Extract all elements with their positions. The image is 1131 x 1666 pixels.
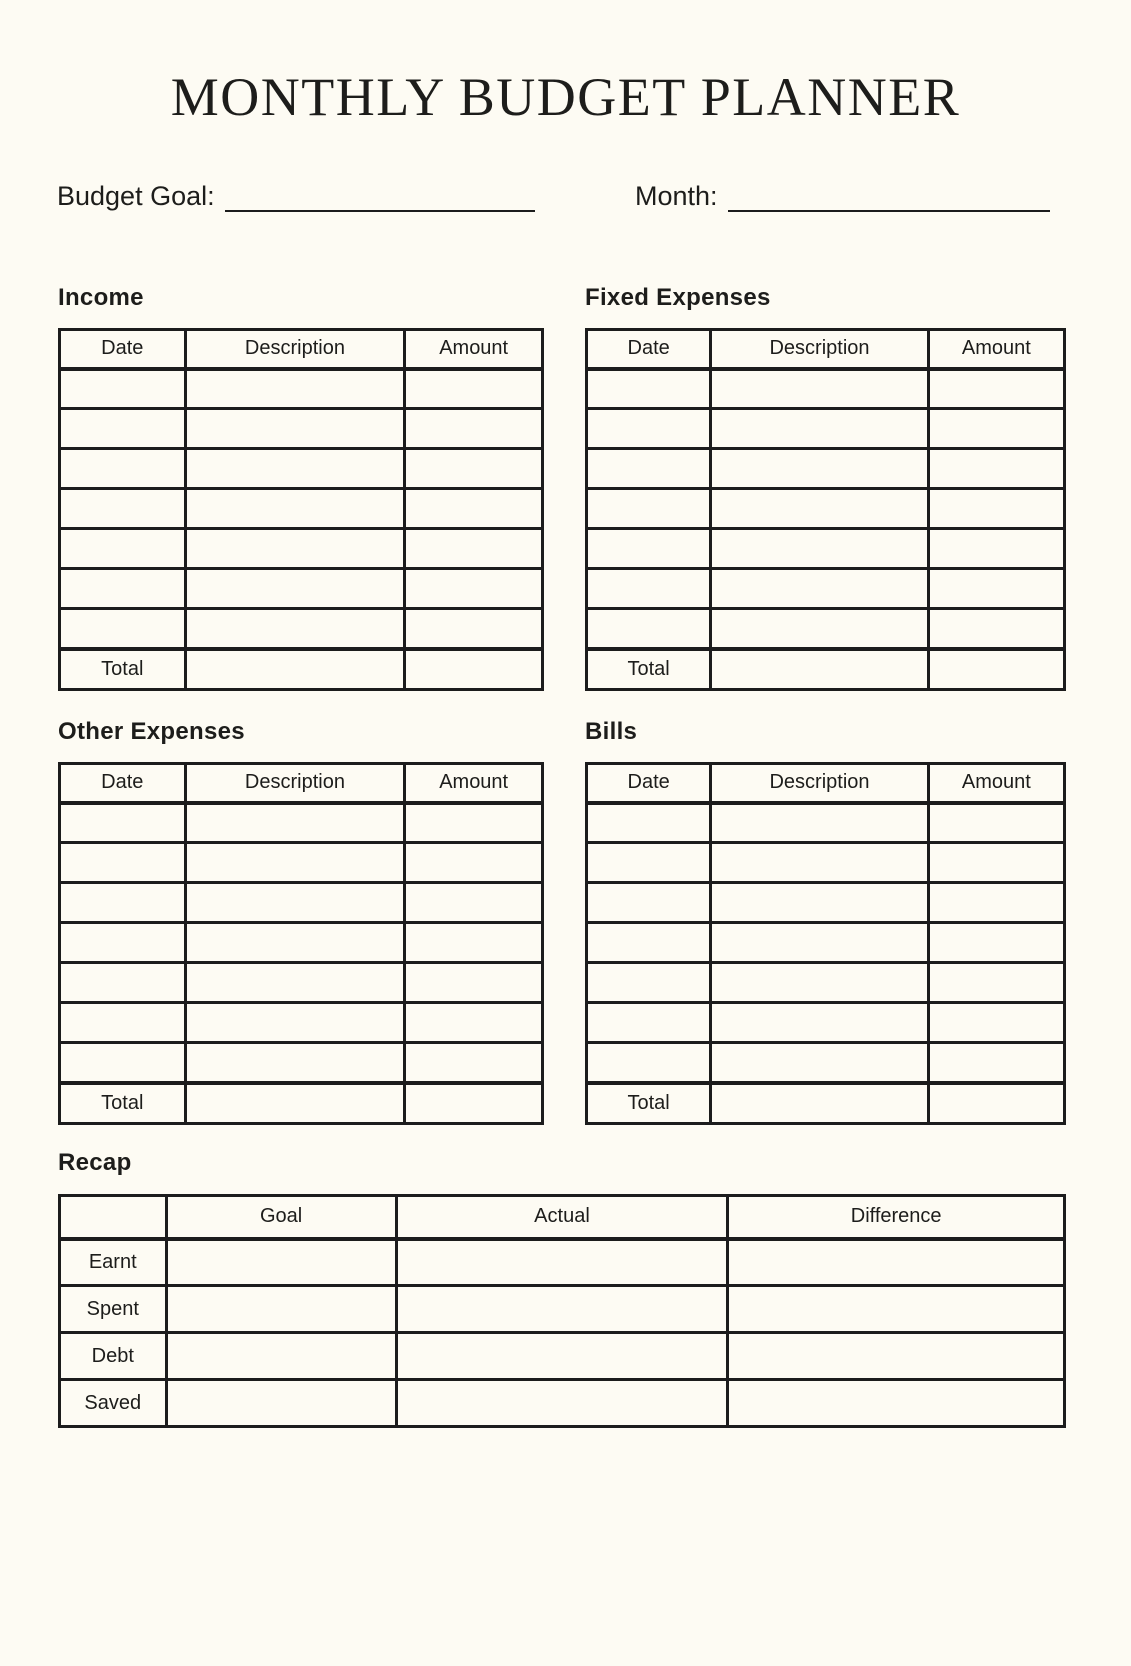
table-cell[interactable] xyxy=(60,883,186,923)
table-cell[interactable] xyxy=(185,1083,405,1124)
table-row xyxy=(587,529,1065,569)
table-cell[interactable] xyxy=(587,883,711,923)
total-row xyxy=(587,649,1065,690)
table-cell[interactable] xyxy=(405,1003,543,1043)
table-row xyxy=(587,449,1065,489)
column-header-amount: Amount xyxy=(928,330,1064,369)
table-cell[interactable] xyxy=(711,369,928,409)
income-table xyxy=(58,328,544,691)
table-row xyxy=(60,489,543,529)
table-cell[interactable] xyxy=(928,963,1064,1003)
table-cell[interactable] xyxy=(928,529,1064,569)
table-cell[interactable] xyxy=(928,609,1064,649)
table-cell[interactable] xyxy=(185,923,405,963)
fixed-expenses-section xyxy=(585,284,1066,691)
table-row xyxy=(60,1043,543,1083)
column-header-amount: Amount xyxy=(928,764,1064,803)
section-title-bills: Bills xyxy=(585,718,638,746)
recap-cell[interactable] xyxy=(166,1286,396,1333)
table-row xyxy=(60,609,543,649)
table-cell[interactable] xyxy=(185,489,405,529)
table-cell[interactable] xyxy=(405,1083,543,1124)
table-cell[interactable] xyxy=(928,649,1064,690)
other-expenses-table xyxy=(58,762,544,1125)
table-cell[interactable] xyxy=(405,529,543,569)
recap-row-label-saved: Saved xyxy=(60,1380,167,1427)
table-cell[interactable] xyxy=(711,803,928,843)
recap-table xyxy=(58,1194,1066,1428)
table-cell[interactable] xyxy=(405,963,543,1003)
table-row xyxy=(60,569,543,609)
table-cell[interactable] xyxy=(928,449,1064,489)
table-cell[interactable] xyxy=(928,409,1064,449)
table-cell[interactable] xyxy=(587,1043,711,1083)
recap-header-row xyxy=(60,1196,1065,1239)
column-header-amount: Amount xyxy=(405,330,543,369)
table-row xyxy=(60,529,543,569)
table-cell[interactable] xyxy=(711,1083,928,1124)
table-cell[interactable] xyxy=(928,1043,1064,1083)
table-cell[interactable] xyxy=(928,1083,1064,1124)
table-cell[interactable] xyxy=(711,489,928,529)
table-cell[interactable] xyxy=(185,409,405,449)
recap-column-header-difference: Difference xyxy=(728,1196,1065,1239)
income-section xyxy=(58,284,544,691)
total-label: Total xyxy=(587,649,711,690)
budget-goal-label: Budget Goal: xyxy=(57,181,215,212)
table-cell[interactable] xyxy=(405,843,543,883)
header-row xyxy=(60,764,543,803)
table-cell[interactable] xyxy=(928,923,1064,963)
table-cell[interactable] xyxy=(185,609,405,649)
tables-grid xyxy=(58,284,1131,1125)
section-title-fixed-expenses: Fixed Expenses xyxy=(585,284,771,312)
table-cell[interactable] xyxy=(405,609,543,649)
column-header-date: Date xyxy=(587,330,711,369)
table-row xyxy=(60,883,543,923)
header-row xyxy=(587,764,1065,803)
table-cell[interactable] xyxy=(711,609,928,649)
table-row xyxy=(60,449,543,489)
recap-row xyxy=(60,1333,1065,1380)
table-cell[interactable] xyxy=(405,489,543,529)
table-row xyxy=(587,923,1065,963)
table-cell[interactable] xyxy=(928,1003,1064,1043)
table-cell[interactable] xyxy=(185,449,405,489)
column-header-description: Description xyxy=(711,764,928,803)
table-cell[interactable] xyxy=(405,409,543,449)
total-row xyxy=(587,1083,1065,1124)
table-cell[interactable] xyxy=(928,803,1064,843)
table-cell[interactable] xyxy=(711,923,928,963)
budget-goal-input-line[interactable] xyxy=(225,185,535,212)
table-cell[interactable] xyxy=(60,963,186,1003)
section-title-other-expenses: Other Expenses xyxy=(58,718,245,746)
table-cell[interactable] xyxy=(587,449,711,489)
table-cell[interactable] xyxy=(60,609,186,649)
total-label: Total xyxy=(60,1083,186,1124)
table-row xyxy=(60,963,543,1003)
column-header-date: Date xyxy=(60,330,186,369)
table-cell[interactable] xyxy=(185,883,405,923)
total-label: Total xyxy=(60,649,186,690)
planner-page xyxy=(0,66,1131,1666)
table-row xyxy=(587,963,1065,1003)
recap-section xyxy=(58,1149,1131,1428)
table-cell[interactable] xyxy=(405,569,543,609)
column-header-description: Description xyxy=(711,330,928,369)
table-cell[interactable] xyxy=(185,649,405,690)
table-cell[interactable] xyxy=(587,609,711,649)
table-cell[interactable] xyxy=(928,489,1064,529)
table-cell[interactable] xyxy=(185,369,405,409)
table-row xyxy=(60,1003,543,1043)
table-cell[interactable] xyxy=(405,923,543,963)
table-cell[interactable] xyxy=(185,803,405,843)
section-title-recap: Recap xyxy=(58,1149,132,1177)
page-title: MONTHLY BUDGET PLANNER xyxy=(170,67,961,127)
column-header-date: Date xyxy=(60,764,186,803)
table-cell[interactable] xyxy=(587,963,711,1003)
table-cell[interactable] xyxy=(928,569,1064,609)
column-header-description: Description xyxy=(185,764,405,803)
table-cell[interactable] xyxy=(587,369,711,409)
table-cell[interactable] xyxy=(587,529,711,569)
table-cell[interactable] xyxy=(711,883,928,923)
table-cell[interactable] xyxy=(405,803,543,843)
table-cell[interactable] xyxy=(185,843,405,883)
recap-row xyxy=(60,1380,1065,1427)
table-row xyxy=(587,489,1065,529)
table-cell[interactable] xyxy=(928,843,1064,883)
bills-section xyxy=(585,718,1066,1125)
total-row xyxy=(60,649,543,690)
table-cell[interactable] xyxy=(587,1003,711,1043)
month-label: Month: xyxy=(635,181,718,212)
table-cell[interactable] xyxy=(60,409,186,449)
table-cell[interactable] xyxy=(405,449,543,489)
table-cell[interactable] xyxy=(711,449,928,489)
column-header-date: Date xyxy=(587,764,711,803)
table-cell[interactable] xyxy=(711,529,928,569)
table-cell[interactable] xyxy=(185,569,405,609)
recap-cell[interactable] xyxy=(728,1380,1065,1427)
month-input-line[interactable] xyxy=(728,185,1050,212)
table-cell[interactable] xyxy=(711,963,928,1003)
table-cell[interactable] xyxy=(928,883,1064,923)
month-field xyxy=(635,178,1050,212)
table-cell[interactable] xyxy=(587,843,711,883)
recap-row-label-debt: Debt xyxy=(60,1333,167,1380)
recap-cell[interactable] xyxy=(396,1239,728,1286)
other-expenses-section xyxy=(58,718,544,1125)
table-row xyxy=(587,409,1065,449)
header-row xyxy=(60,330,543,369)
table-cell[interactable] xyxy=(711,409,928,449)
recap-column-header-actual: Actual xyxy=(396,1196,728,1239)
table-cell[interactable] xyxy=(60,923,186,963)
recap-cell[interactable] xyxy=(166,1239,396,1286)
table-cell[interactable] xyxy=(60,449,186,489)
table-cell[interactable] xyxy=(587,489,711,529)
header-row xyxy=(587,330,1065,369)
table-cell[interactable] xyxy=(711,1003,928,1043)
table-cell[interactable] xyxy=(60,489,186,529)
table-cell[interactable] xyxy=(60,369,186,409)
table-cell[interactable] xyxy=(60,803,186,843)
table-cell[interactable] xyxy=(185,963,405,1003)
table-cell[interactable] xyxy=(587,409,711,449)
table-row xyxy=(587,609,1065,649)
table-cell[interactable] xyxy=(60,843,186,883)
table-cell[interactable] xyxy=(405,649,543,690)
fixed-expenses-table xyxy=(585,328,1066,691)
table-row xyxy=(587,803,1065,843)
recap-cell[interactable] xyxy=(728,1333,1065,1380)
recap-column-header-goal: Goal xyxy=(166,1196,396,1239)
total-label: Total xyxy=(587,1083,711,1124)
recap-corner-cell xyxy=(60,1196,167,1239)
recap-row xyxy=(60,1239,1065,1286)
table-cell[interactable] xyxy=(185,1003,405,1043)
table-cell[interactable] xyxy=(405,369,543,409)
section-title-income: Income xyxy=(58,284,144,312)
table-row xyxy=(60,369,543,409)
recap-row-label-earnt: Earnt xyxy=(60,1239,167,1286)
table-cell[interactable] xyxy=(60,569,186,609)
table-row xyxy=(60,803,543,843)
table-row xyxy=(587,883,1065,923)
table-cell[interactable] xyxy=(587,803,711,843)
fields-row xyxy=(57,178,1065,212)
recap-cell[interactable] xyxy=(396,1286,728,1333)
table-cell[interactable] xyxy=(711,1043,928,1083)
recap-cell[interactable] xyxy=(728,1286,1065,1333)
table-cell[interactable] xyxy=(185,1043,405,1083)
table-row xyxy=(587,1043,1065,1083)
recap-cell[interactable] xyxy=(166,1333,396,1380)
table-cell[interactable] xyxy=(60,1003,186,1043)
recap-cell[interactable] xyxy=(166,1380,396,1427)
table-cell[interactable] xyxy=(185,529,405,569)
table-cell[interactable] xyxy=(60,1043,186,1083)
table-row xyxy=(60,843,543,883)
table-row xyxy=(587,843,1065,883)
table-cell[interactable] xyxy=(405,1043,543,1083)
table-cell[interactable] xyxy=(587,923,711,963)
table-row xyxy=(587,569,1065,609)
table-cell[interactable] xyxy=(711,649,928,690)
table-cell[interactable] xyxy=(711,569,928,609)
table-cell[interactable] xyxy=(60,529,186,569)
table-cell[interactable] xyxy=(405,883,543,923)
recap-row xyxy=(60,1286,1065,1333)
table-row xyxy=(60,923,543,963)
bills-table xyxy=(585,762,1066,1125)
total-row xyxy=(60,1083,543,1124)
column-header-description: Description xyxy=(185,330,405,369)
column-header-amount: Amount xyxy=(405,764,543,803)
recap-cell[interactable] xyxy=(396,1333,728,1380)
recap-cell[interactable] xyxy=(728,1239,1065,1286)
recap-cell[interactable] xyxy=(396,1380,728,1427)
table-cell[interactable] xyxy=(928,369,1064,409)
table-row xyxy=(587,1003,1065,1043)
budget-goal-field xyxy=(57,178,535,212)
table-cell[interactable] xyxy=(587,569,711,609)
table-cell[interactable] xyxy=(711,843,928,883)
recap-row-label-spent: Spent xyxy=(60,1286,167,1333)
table-row xyxy=(60,409,543,449)
table-row xyxy=(587,369,1065,409)
